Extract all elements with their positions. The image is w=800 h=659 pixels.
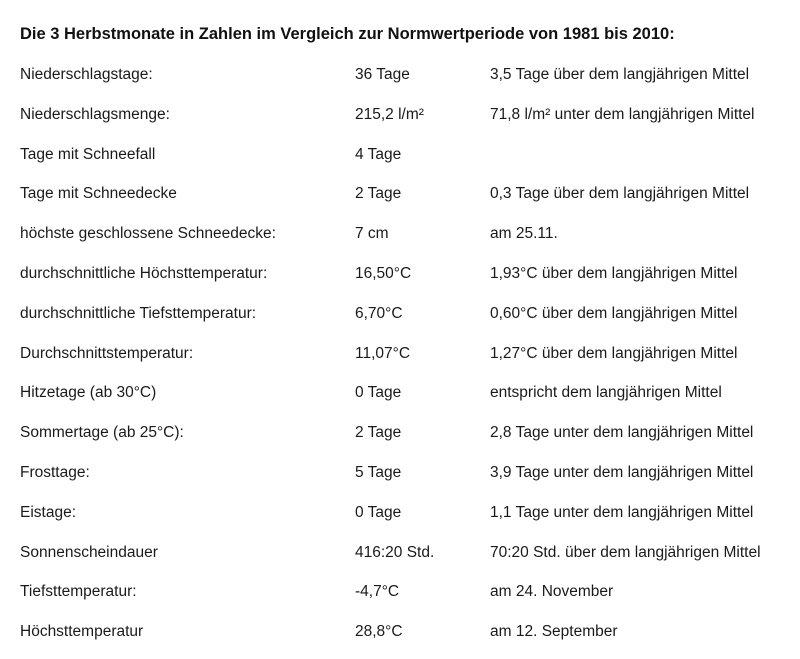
document-title: Die 3 Herbstmonate in Zahlen im Vergleich zur Normwertperiode von 1981 bis 2010:	[20, 25, 675, 43]
row-note: am 25.11.	[490, 225, 558, 243]
table-row	[0, 102, 800, 142]
row-note: 0,60°C über dem langjährigen Mittel	[490, 304, 738, 322]
table-row	[0, 500, 800, 540]
row-value: 2 Tage	[355, 185, 402, 203]
row-value: 16,50°C	[355, 264, 412, 282]
table-row	[0, 301, 800, 341]
row-value: 5 Tage	[355, 463, 402, 481]
row-label: Hitzetage (ab 30°C)	[20, 384, 157, 402]
row-label: Niederschlagsmenge:	[20, 105, 170, 123]
row-label: Tage mit Schneedecke	[20, 185, 177, 203]
row-value: 0 Tage	[355, 503, 402, 521]
row-note: 71,8 l/m² unter dem langjährigen Mittel	[490, 105, 755, 123]
row-note: 0,3 Tage über dem langjährigen Mittel	[490, 185, 750, 203]
row-note: 1,27°C über dem langjährigen Mittel	[490, 344, 738, 362]
row-note: am 12. September	[490, 623, 618, 641]
row-note: 2,8 Tage unter dem langjährigen Mittel	[490, 424, 754, 442]
row-value: 28,8°C	[355, 623, 403, 641]
table-row	[0, 540, 800, 580]
table-row	[0, 579, 800, 619]
row-label: Frosttage:	[20, 463, 90, 481]
row-note: 1,1 Tage unter dem langjährigen Mittel	[490, 503, 754, 521]
table-row	[0, 181, 800, 221]
row-note: entspricht dem langjährigen Mittel	[490, 384, 722, 402]
row-value: 215,2 l/m²	[355, 105, 424, 123]
row-value: 36 Tage	[355, 66, 410, 83]
row-value: 6,70°C	[355, 304, 403, 322]
row-note: 70:20 Std. über dem langjährigen Mittel	[490, 543, 761, 561]
row-value: 416:20 Std.	[355, 543, 435, 561]
table-row	[0, 261, 800, 301]
row-value: 0 Tage	[355, 384, 402, 402]
row-label: durchschnittliche Höchsttemperatur:	[20, 264, 268, 282]
table-row	[0, 142, 800, 182]
row-note: 3,5 Tage über dem langjährigen Mittel	[490, 66, 750, 83]
row-value: 4 Tage	[355, 145, 402, 163]
table-row	[0, 221, 800, 261]
row-value: 7 cm	[355, 225, 389, 243]
row-note: 1,93°C über dem langjährigen Mittel	[490, 264, 738, 282]
table-row	[0, 460, 800, 500]
row-label: Tiefsttemperatur:	[20, 583, 137, 601]
statistics-table	[0, 62, 800, 659]
row-label: Tage mit Schneefall	[20, 145, 156, 163]
row-label: durchschnittliche Tiefsttemperatur:	[20, 304, 257, 322]
table-row	[0, 380, 800, 420]
row-note: am 24. November	[490, 583, 614, 601]
row-label: Niederschlagstage:	[20, 66, 153, 83]
row-label: Sonnenscheindauer	[20, 543, 158, 561]
row-label: Eistage:	[20, 503, 77, 521]
row-label: Höchsttemperatur	[20, 623, 144, 641]
row-label: Sommertage (ab 25°C):	[20, 424, 184, 442]
row-label: Durchschnittstemperatur:	[20, 344, 194, 362]
row-label: höchste geschlossene Schneedecke:	[20, 225, 276, 243]
table-row	[0, 62, 800, 102]
table-row	[0, 420, 800, 460]
row-value: -4,7°C	[355, 583, 400, 601]
row-value: 2 Tage	[355, 424, 402, 442]
table-row	[0, 341, 800, 381]
row-note: 3,9 Tage unter dem langjährigen Mittel	[490, 463, 754, 481]
table-row	[0, 619, 800, 659]
row-value: 11,07°C	[355, 344, 411, 362]
